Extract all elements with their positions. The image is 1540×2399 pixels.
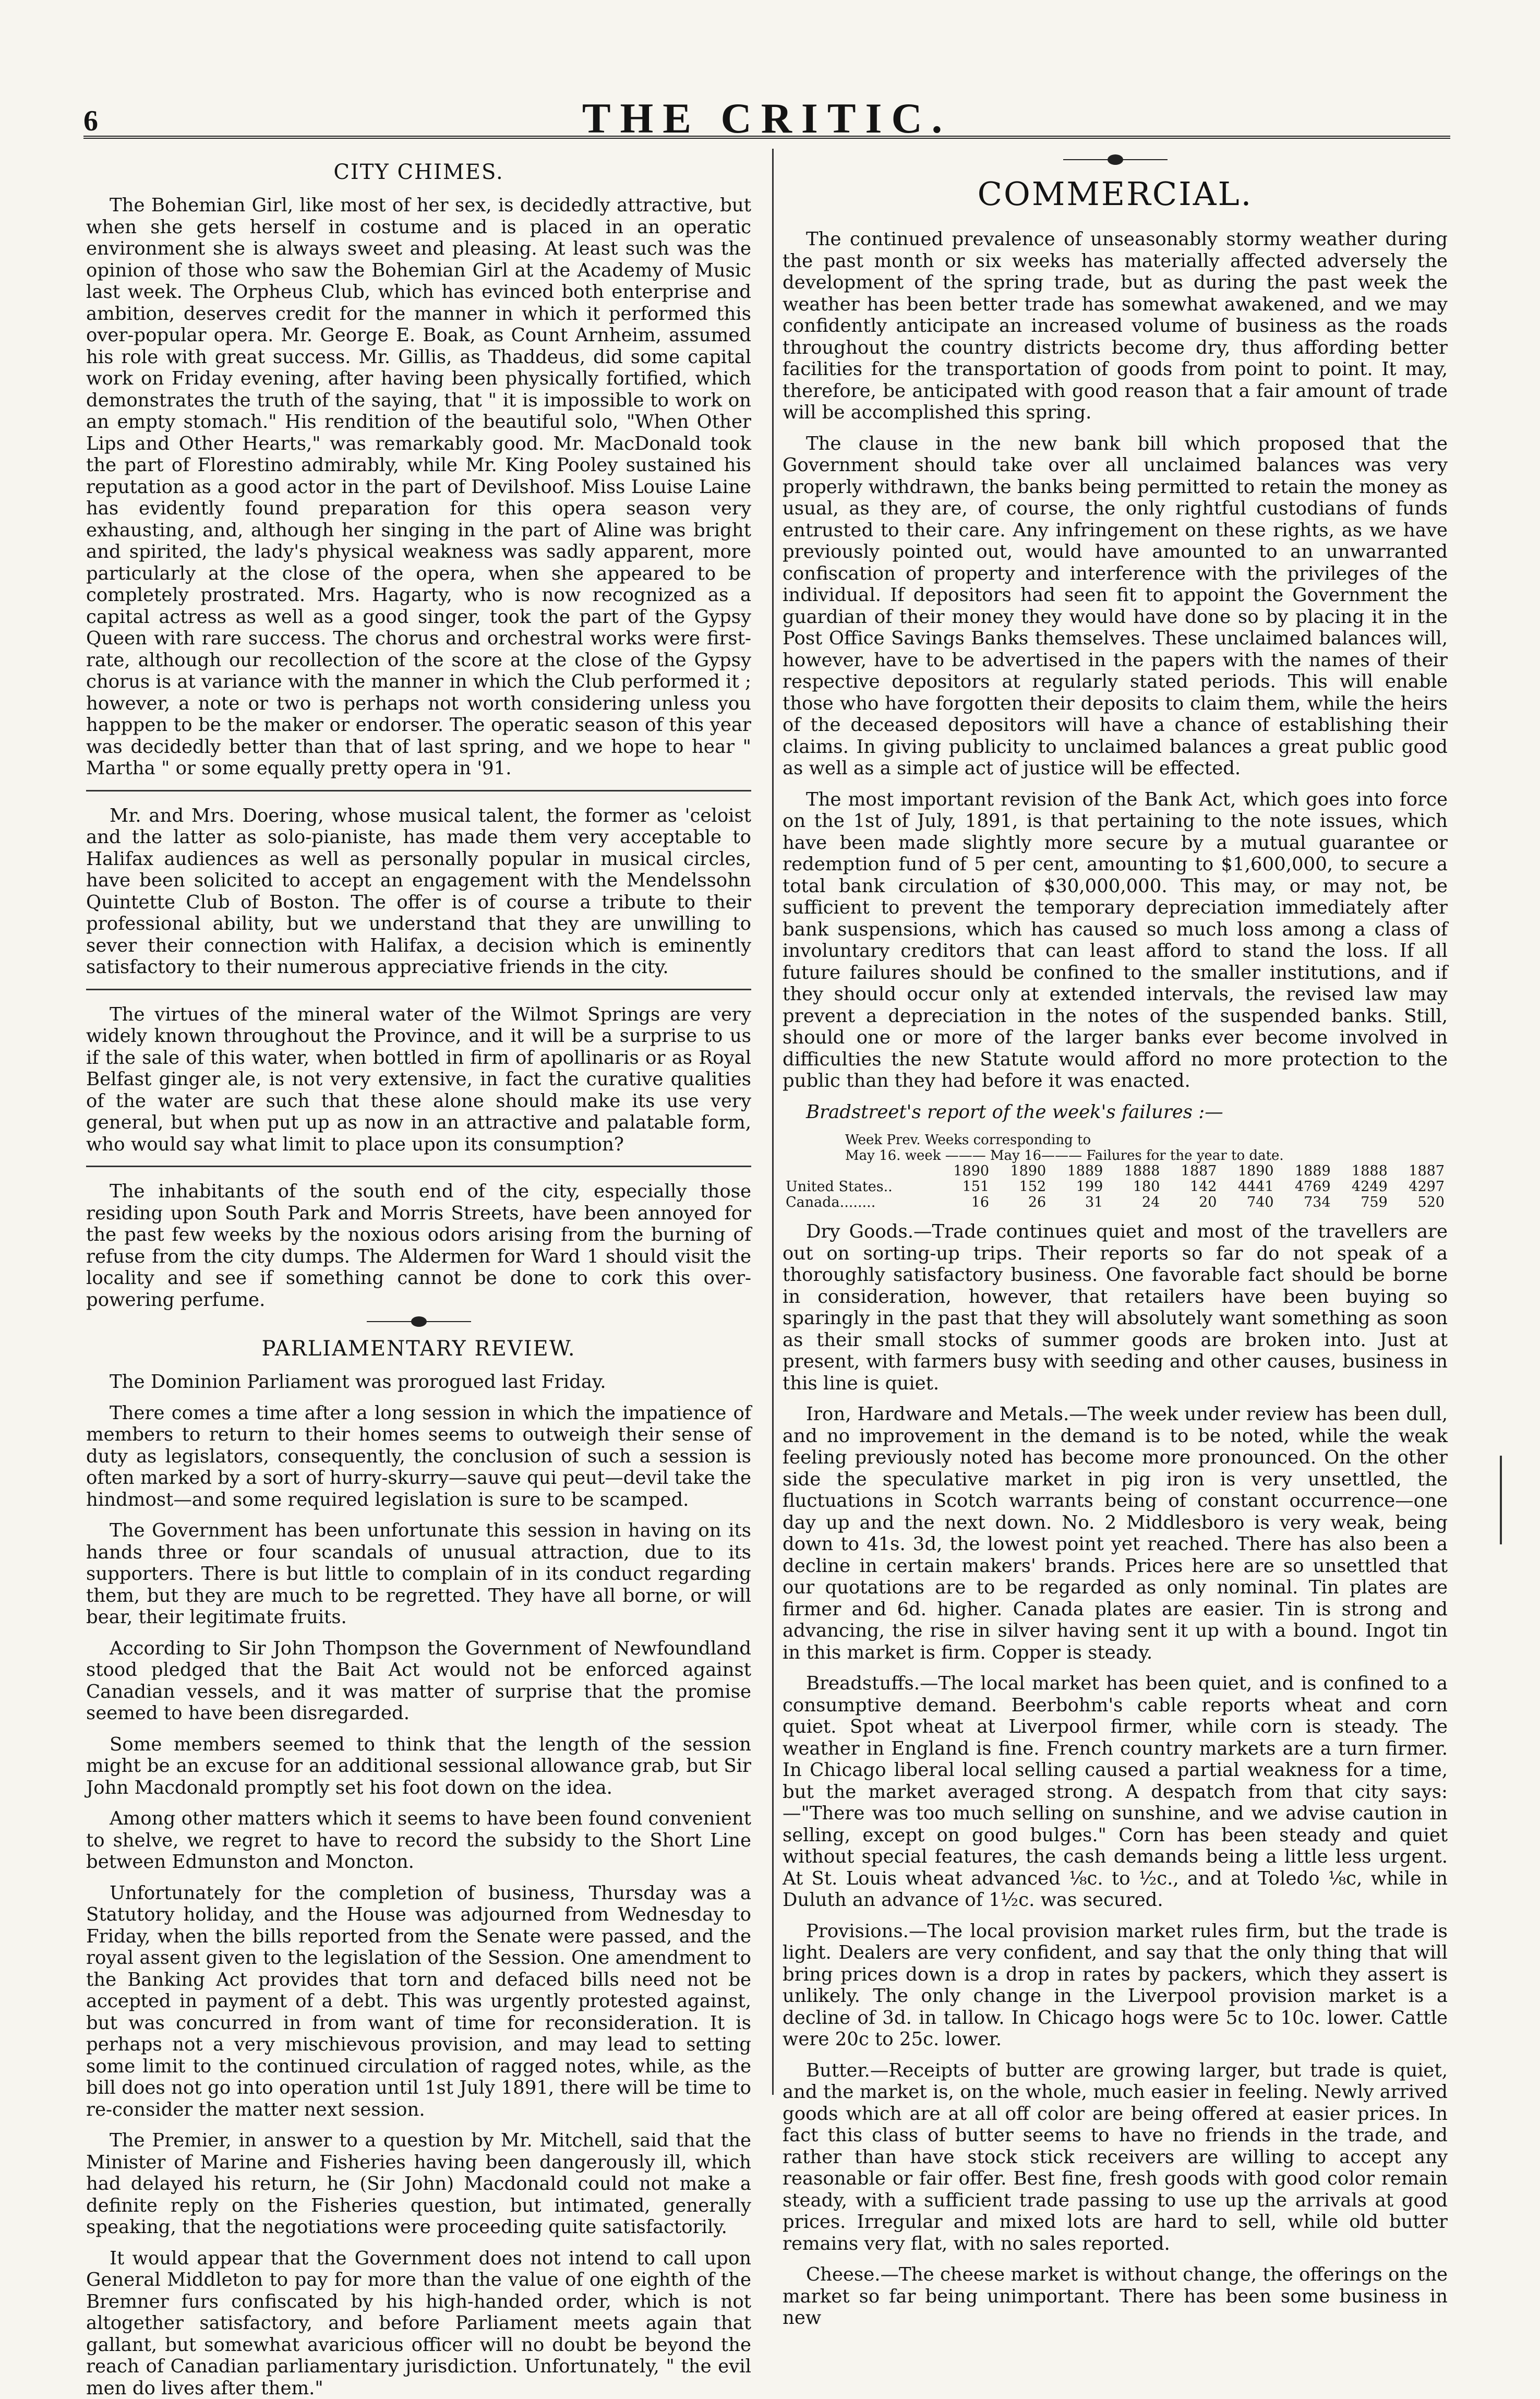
- commercial-heading: COMMERCIAL.: [783, 175, 1448, 213]
- table-cell: 759: [1334, 1195, 1391, 1210]
- ornament-separator: [367, 1321, 471, 1322]
- table-cell: 4249: [1334, 1179, 1391, 1195]
- commercial-paragraph: Provisions.—The local provision market rules firm, but the trade is light. Dealers are very confident, and say that the only thing that will bring prices down is a drop in rates by packers, which they assert is unlikely. The only change in the Liverpool provision market is a decline of 3d. in tallow. In Chicago hogs were 5c to 10c. lower. Cattle were 20c to 25c. lower.: [783, 1921, 1448, 2050]
- column-divider: [772, 149, 774, 2095]
- table-cell: United States..: [783, 1179, 935, 1195]
- table-cell: 180: [1106, 1179, 1163, 1195]
- parliamentary-review-heading: PARLIAMENTARY REVIEW.: [86, 1337, 751, 1361]
- commercial-paragraph: Dry Goods.—Trade continues quiet and most of the travellers are out on sorting-up trips. Their reports so far do not speak of a thoroughly satisfactory business. One favorable fact should be borne in consideration, however, that retailers have been buying so sparingly in the past that they will absolutely want something as soon as their small stocks of summer goods are broken into. Just at present, with farmers busy with seeding and other causes, business in this line is quiet.: [783, 1221, 1448, 1394]
- page-header: [83, 78, 1450, 139]
- margin-mark: [1500, 1456, 1502, 1544]
- failures-table-heading: Week Prev. Weeks corresponding to: [783, 1132, 1448, 1148]
- city-chimes-paragraph: The virtues of the mineral water of the Wilmot Springs are very widely known throughout the Province, and it will be a surprise to us if the sale of this water, when bottled in firm of apollinaris or as Royal Belfast ginger ale, is not very extensive, in fact the curative qualities of the water are such that these alone should make its use very general, but when put up as now in an attractive and palatable form, who would say what limit to place upon its consumption?: [86, 1004, 751, 1156]
- failures-table: [783, 1132, 1448, 1210]
- parliament-paragraph: According to Sir John Thompson the Government of Newfoundland stood pledged that the Bait Act would not be enforced against Canadian vessels, and it was matter of surprise that the promise seemed to have been disregarded.: [86, 1638, 751, 1724]
- commercial-paragraph: The clause in the new bank bill which proposed that the Government should take over all unclaimed balances was very properly withdrawn, the banks being permitted to retain the money as usual, as they are, of course, the only rightful custodians of funds entrusted to their care. Any infringement on these rights, as we have previously pointed out, would have amounted to an unwarranted confiscation of property and interference with the privileges of the individual. If depositors had seen fit to appoint the Government the guardian of their money they would have done so by placing it in the Post Office Savings Banks themselves. These unclaimed balances will, however, have to be advertised in the papers with the names of their respective depositors at regularly stated periods. This will enable those who have forgotten their deposits to claim them, while the heirs of the deceased depositors will have a chance of establishing their claims. In giving publicity to unclaimed balances a great public good as well as a simple act of justice will be effected.: [783, 433, 1448, 779]
- failures-data-table: [783, 1163, 1448, 1210]
- table-cell: 151: [935, 1179, 992, 1195]
- parliament-paragraph: The Premier, in answer to a question by Mr. Mitchell, said that the Minister of Marine and Fisheries having been dangerously ill, which had delayed his return, he (Sir John) Macdonald could not make a definite reply on the Fisheries question, but intimated, generally speaking, that the negotiations were proceeding quite satisfactorily.: [86, 2130, 751, 2238]
- table-cell: 1890: [992, 1163, 1049, 1179]
- table-header-row: [783, 1163, 1448, 1179]
- commercial-paragraph: Cheese.—The cheese market is without change, the offerings on the market so far being unimportant. There has been some business in new: [783, 2264, 1448, 2329]
- table-cell: 1887: [1391, 1163, 1448, 1179]
- table-cell: 31: [1049, 1195, 1106, 1210]
- table-row: [783, 1179, 1448, 1195]
- table-cell: 199: [1049, 1179, 1106, 1195]
- table-cell: 1887: [1163, 1163, 1220, 1179]
- table-cell: [783, 1163, 935, 1179]
- table-cell: 1889: [1277, 1163, 1334, 1179]
- table-cell: 4769: [1277, 1179, 1334, 1195]
- commercial-paragraph: The most important revision of the Bank Act, which goes into force on the 1st of July, 1891, is that pertaining to the note issues, which have been made slightly more secure by a mutual guarantee or redemption fund of 5 per cent, amounting to $1,600,000, to secure a total bank circulation of $30,000,000. This may, or may not, be sufficient to prevent the temporary depreciation immediately after bank suspensions, which has caused so much loss among a class of involuntary creditors that can least afford to stand the loss. If all future failures should be confined to the smaller institutions, and if they should occur only at extended intervals, the revised law may prevent a depreciation in the notes of the suspended banks. Still, should one or more of the larger banks ever become involved in difficulties the new Statute would afford no more protection to the public than they had before it was enacted.: [783, 789, 1448, 1092]
- table-cell: 1890: [1220, 1163, 1277, 1179]
- commercial-paragraph: The continued prevalence of unseasonably stormy weather during the past month or six weeks has materially affected adversely the development of the spring trade, but as during the past week the weather has been better trade has somewhat awakened, and we may confidently anticipate an increased volume of business as the roads throughout the country districts become dry, thus affording better facilities for the transportation of goods from point to point. It may, therefore, be anticipated with good reason that a fair amount of trade will be accomplished this spring.: [783, 229, 1448, 424]
- commercial-paragraph: Breadstuffs.—The local market has been quiet, and is confined to a consumptive demand. Beerbohm's cable reports wheat and corn quiet. Spot wheat at Liverpool firmer, while corn is steady. The weather in England is fine. French country markets are a turn firmer. In Chicago liberal local selling caused a partial weakness for a time, but the market averaged strong. A despatch from that city says:—"There was too much selling on sunshine, and we advise caution in selling, except on good bulges." Corn has been steady and quiet without special features, the cash demands being a little less urgent. At St. Louis wheat advanced ⅛c. to ½c., and at Toledo ⅛c, while in Duluth an advance of 1½c. was secured.: [783, 1673, 1448, 1911]
- table-cell: 20: [1163, 1195, 1220, 1210]
- rule: [86, 989, 751, 990]
- right-column: [783, 149, 1448, 2095]
- left-column: [86, 149, 751, 2095]
- table-cell: 4297: [1391, 1179, 1448, 1195]
- table-cell: 520: [1391, 1195, 1448, 1210]
- page-number: 6: [83, 104, 98, 138]
- ornament-separator: [1063, 159, 1168, 160]
- rule: [86, 790, 751, 791]
- failures-table-subheading: May 16. week ——— May 16——— Failures for the year to date.: [783, 1148, 1448, 1163]
- table-cell: 142: [1163, 1179, 1220, 1195]
- parliament-paragraph: Among other matters which it seems to have been found convenient to shelve, we regret to have to record the subsidy to the Short Line between Edmunston and Moncton.: [86, 1808, 751, 1873]
- commercial-paragraph: Butter.—Receipts of butter are growing larger, but trade is quiet, and the market is, on the whole, much easier in feeling. Newly arrived goods which are at all off color are being offered at easier prices. In fact this class of butter seems to have no friends in the trade, and rather than have stock stick receivers are willing to accept any reasonable or fair offer. Best fine, fresh goods with good color remain steady, with a sufficient trade passing to use up the arrivals at good prices. Irregular and mixed lots are hard to sell, while old butter remains very flat, with no sales reported.: [783, 2060, 1448, 2255]
- table-cell: 26: [992, 1195, 1049, 1210]
- parliament-paragraph: The Dominion Parliament was prorogued last Friday.: [86, 1371, 751, 1393]
- table-cell: 4441: [1220, 1179, 1277, 1195]
- parliament-paragraph: Unfortunately for the completion of business, Thursday was a Statutory holiday, and the House was adjourned from Wednesday to Friday, when the bills reported from the Senate were passed, and the royal assent given to the legislation of the Session. One amendment to the Banking Act provides that torn and defaced bills need not be accepted in payment of a debt. This was urgently protested against, but was concurred in from want of time for reconsideration. It is perhaps not a very mischievous provision, and may lead to setting some limit to the continued circulation of ragged notes, while, as the bill does not go into operation until 1st July 1891, there will be time to re-consider the matter next session.: [86, 1882, 751, 2121]
- parliament-paragraph: The Government has been unfortunate this session in having on its hands three or four scandals of unusual attraction, due to its supporters. There is but little to complain of in its conduct regarding them, but they are much to be regretted. They have all borne, or will bear, their legitimate fruits.: [86, 1520, 751, 1628]
- parliament-paragraph: It would appear that the Government does not intend to call upon General Middleton to pay for more than the value of one eighth of the Bremner furs confiscated by his high-handed order, which is not altogether satisfactory, and before Parliament meets again that gallant, but somewhat avaricious officer will no doubt be beyond the reach of Canadian parliamentary jurisdiction. Unfortunately, " the evil men do lives after them.": [86, 2248, 751, 2399]
- city-chimes-heading: CITY CHIMES.: [86, 160, 751, 184]
- city-chimes-paragraph: The inhabitants of the south end of the city, especially those residing upon South Park and Morris Streets, have been annoyed for the past few weeks by the noxious odors arising from the burning of refuse from the city dumps. The Aldermen for Ward 1 should visit the locality and see if something cannot be done to cork this over-powering perfume.: [86, 1181, 751, 1311]
- table-cell: 740: [1220, 1195, 1277, 1210]
- commercial-paragraph: Bradstreet's report of the week's failures :—: [783, 1101, 1448, 1123]
- table-cell: 16: [935, 1195, 992, 1210]
- parliament-paragraph: There comes a time after a long session in which the impatience of members to return to their homes seems to outweigh their sense of duty as legislators, consequently, the conclusion of such a session is often marked by a sort of hurry-skurry—sauve qui peut—devil take the hindmost—and some required legislation is sure to be scamped.: [86, 1402, 751, 1511]
- commercial-paragraph: Iron, Hardware and Metals.—The week under review has been dull, and no improvement in the demand is to be noted, while the weak feeling previously noted has become more pronounced. On the other side the speculative market in pig iron is very unsettled, the fluctuations in Scotch warrants being of constant occurrence—one day up and the next down. No. 2 Middlesboro is very weak, being down to 41s. 3d, the lowest point yet reached. There has also been a decline in certain makers' brands. Prices here are so unsettled that our quotations are to be regarded as only nominal. Tin plates are firmer and 6d. higher. Canada plates are easier. Tin is strong and advancing, the rise in silver having sent it up with a bound. Ingot tin in this market is firm. Copper is steady.: [783, 1404, 1448, 1663]
- masthead-title: THE CRITIC.: [83, 94, 1450, 143]
- table-cell: 24: [1106, 1195, 1163, 1210]
- table-cell: 1888: [1334, 1163, 1391, 1179]
- city-chimes-paragraph: The Bohemian Girl, like most of her sex, is decidedly attractive, but when she gets herself in costume and is placed in an operatic environment she is always sweet and pleasing. At least such was the opinion of those who saw the Bohemian Girl at the Academy of Music last week. The Orpheus Club, which has evinced both enterprise and ambition, deserves credit for the manner in which it performed this over-popular opera. Mr. George E. Boak, as Count Arnheim, assumed his role with great success. Mr. Gillis, as Thaddeus, did some capital work on Friday evening, after having been physically fortified, which demonstrates the truth of the saying, that " it is impossible to work on an empty stomach." His rendition of the beautiful solo, "When Other Lips and Other Hearts," was remarkably good. Mr. MacDonald took the part of Florestino admirably, while Mr. King Pooley sustained his reputation as a good actor in the part of Devilshoof. Miss Louise Laine has evidently found preparation for this opera season very exhausting, and, although her singing in the part of Aline was bright and spirited, the lady's physical weakness was sadly apparent, more particularly at the close of the opera, when she appeared to be completely prostrated. Mrs. Hagarty, who is now recognized as a capital actress as well as a good singer, took the part of the Gypsy Queen with rare success. The chorus and orchestral works were first-rate, although our recollection of the score at the close of the Gypsy chorus is at variance with the manner in which the Club performed it ; however, a note or two is perhaps not worth considering unless you happpen to be the maker or endorser. The operatic season of this year was decidedly better than that of last spring, and we hope to hear " Martha " or some equally pretty opera in '91.: [86, 195, 751, 779]
- table-row: [783, 1195, 1448, 1210]
- table-cell: 1888: [1106, 1163, 1163, 1179]
- parliament-paragraph: Some members seemed to think that the length of the session might be an excuse for an additional sessional allowance grab, but Sir John Macdonald promptly set his foot down on the idea.: [86, 1734, 751, 1799]
- rule: [86, 1166, 751, 1167]
- city-chimes-paragraph: Mr. and Mrs. Doering, whose musical talent, the former as 'celoist and the latter as solo-pianiste, has made them very acceptable to Halifax audiences as well as personally popular in musical circles, have been solicited to accept an engagement with the Mendelssohn Quintette Club of Boston. The offer is of course a tribute to their professional ability, but we understand that they are unwilling to sever their connection with Halifax, a decision which is eminently satisfactory to their numerous appreciative friends in the city.: [86, 805, 751, 978]
- table-cell: 1889: [1049, 1163, 1106, 1179]
- table-cell: Canada........: [783, 1195, 935, 1210]
- table-cell: 1890: [935, 1163, 992, 1179]
- table-cell: 152: [992, 1179, 1049, 1195]
- table-cell: 734: [1277, 1195, 1334, 1210]
